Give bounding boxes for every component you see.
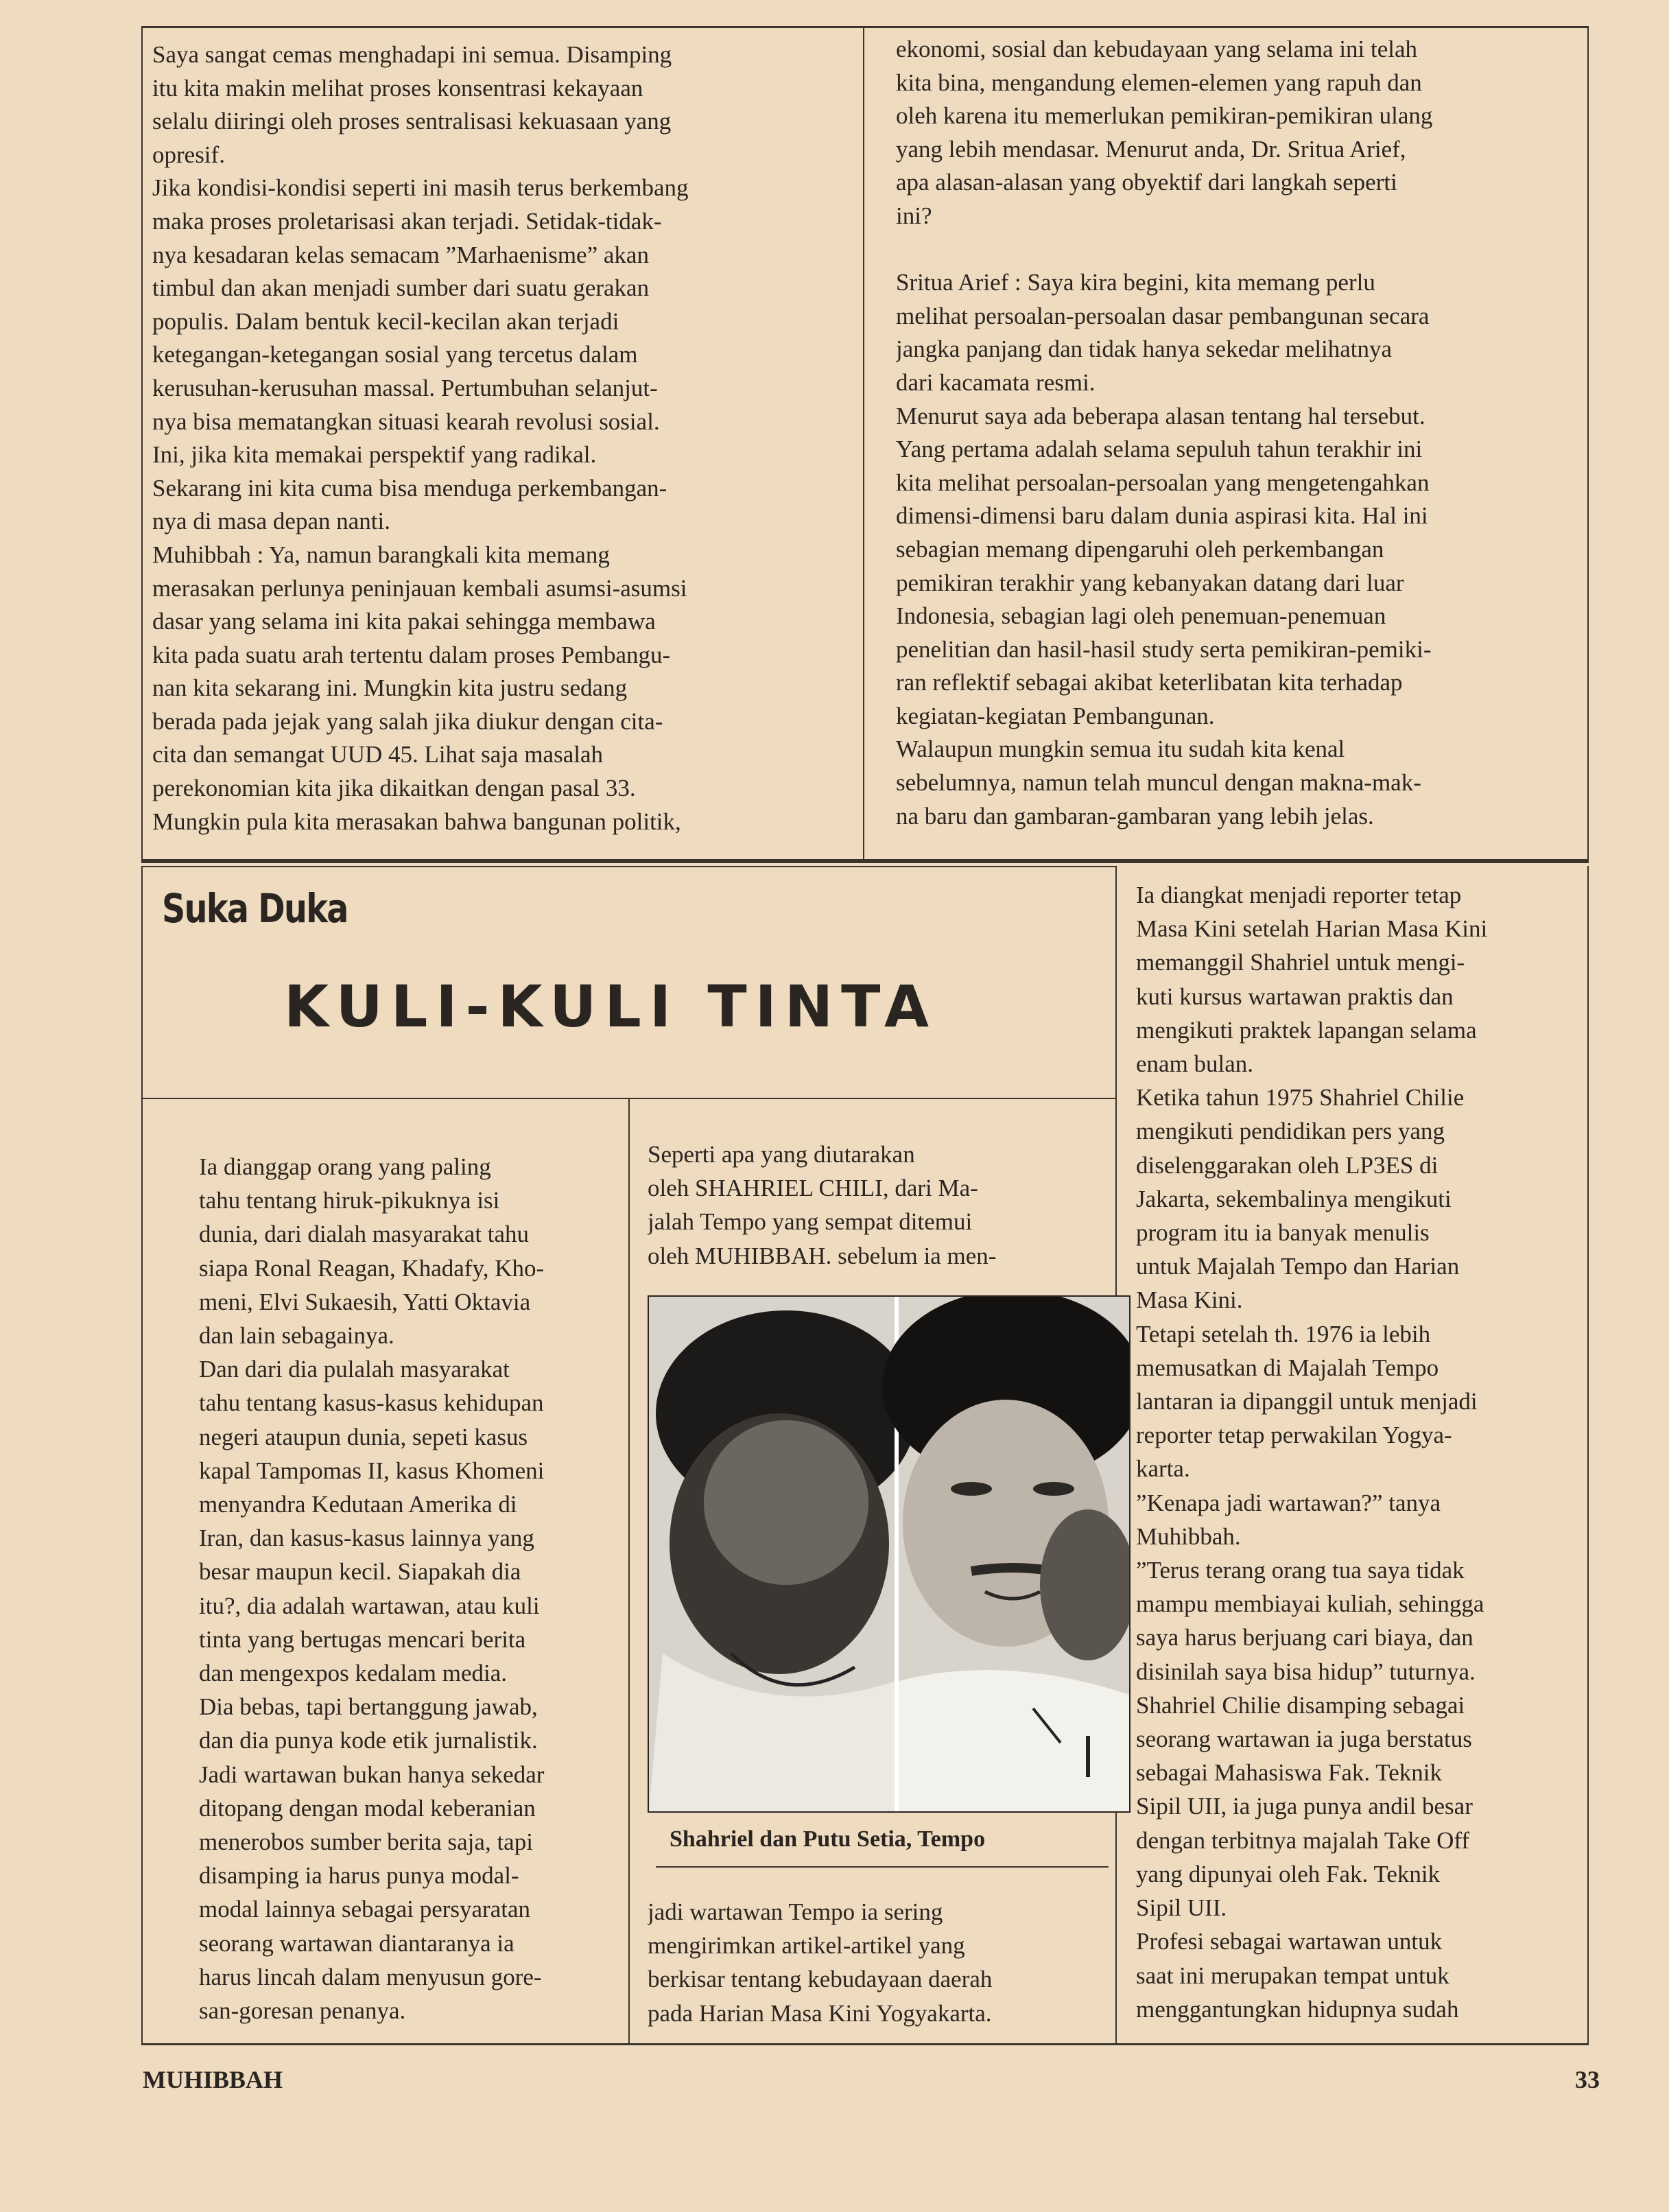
text-line: Sekarang ini kita cuma bisa menduga perkembangan- [152, 474, 667, 502]
text-line: merasakan perlunya peninjauan kembali asumsi-asumsi [152, 574, 687, 602]
text-line: Yang pertama adalah selama sepuluh tahun terakhir ini [896, 436, 1423, 463]
text-line: tahu tentang hiruk-pikuknya isi [199, 1187, 500, 1214]
text-line: karta. [1136, 1455, 1190, 1483]
text-line: jangka panjang dan tidak hanya sekedar melihatnya [896, 336, 1393, 363]
text-line: tahu tentang kasus-kasus kehidupan [199, 1389, 544, 1417]
feature-left-border [141, 866, 143, 2045]
text-line: disamping ia harus punya modal- [199, 1862, 519, 1890]
text-line: populis. Dalam bentuk kecil-kecilan akan terjadi [152, 307, 619, 335]
text-line: diselenggarakan oleh LP3ES di [1136, 1151, 1439, 1179]
interview-right-border [1587, 27, 1589, 859]
text-line: Sipil UII. [1136, 1894, 1227, 1922]
text-line: yang lebih mendasar. Menurut anda, Dr. Sritua Arief, [896, 135, 1406, 163]
text-line [896, 233, 1582, 267]
text-line: reporter tetap perwakilan Yogya- [1136, 1422, 1452, 1449]
text-line: kuti kursus wartawan praktis dan [1136, 983, 1454, 1010]
text-line: perekonomian kita jika dikaitkan dengan pasal 33. [152, 775, 636, 802]
feature-right-column [1136, 878, 1589, 2026]
text-line: siapa Ronal Reagan, Khadafy, Kho- [199, 1254, 545, 1282]
text-line: Dan dari dia pulalah masyarakat [199, 1356, 510, 1383]
text-line: Jika kondisi-kondisi seperti ini masih terus berkembang [152, 174, 689, 202]
text-line: nya di masa depan nanti. [152, 508, 390, 535]
text-line: Saya sangat cemas menghadapi ini semua. Disamping [152, 41, 672, 68]
text-line: ”Terus terang orang tua saya tidak [1136, 1557, 1465, 1584]
text-line: menggantungkan hidupnya sudah [1136, 1995, 1459, 2023]
text-line: Shahriel Chilie disamping sebagai [1136, 1691, 1465, 1719]
text-line: enam bulan. [1136, 1050, 1254, 1078]
text-line: mengikuti pendidikan pers yang [1136, 1118, 1445, 1145]
section-label: Suka Duka [162, 885, 348, 932]
text-line: tinta yang bertugas mencari berita [199, 1625, 526, 1653]
text-line: oleh SHAHRIEL CHILI, dari Ma- [648, 1175, 978, 1202]
interview-column-divider [863, 27, 864, 859]
text-line: itu kita makin melihat proses konsentrasi kekayaan [152, 74, 643, 102]
text-line: nan kita sekarang ini. Mungkin kita justru sedang [152, 674, 628, 702]
text-line: Sritua Arief : Saya kira begini, kita memang perlu [896, 269, 1375, 296]
text-line: dan dia punya kode etik jurnalistik. [199, 1727, 538, 1754]
text-line: dari kacamata resmi. [896, 368, 1096, 396]
text-line: ran reflektif sebagai akibat keterlibatan kita terhadap [896, 669, 1403, 696]
caption-rule [656, 1866, 1109, 1868]
text-line: kapal Tampomas II, kasus Khomeni [199, 1457, 545, 1484]
text-line: jalah Tempo yang sempat ditemui [648, 1208, 973, 1236]
text-line: dan lain sebagainya. [199, 1322, 394, 1350]
text-line: menerobos sumber berita saja, tapi [199, 1828, 533, 1856]
text-line: saat ini merupakan tempat untuk [1136, 1962, 1449, 1989]
text-line: Profesi sebagai wartawan untuk [1136, 1928, 1443, 1955]
text-line: mengikuti praktek lapangan selama [1136, 1016, 1477, 1044]
text-line: modal lainnya sebagai persyaratan [199, 1896, 530, 1923]
text-line: oleh MUHIBBAH. sebelum ia men- [648, 1242, 997, 1269]
text-line: Iran, dan kasus-kasus lainnya yang [199, 1525, 534, 1552]
text-line: seorang wartawan ia juga berstatus [1136, 1726, 1472, 1753]
text-line: kerusuhan-kerusuhan massal. Pertumbuhan selanjut- [152, 374, 658, 401]
feature-middle-intro [648, 1138, 1114, 1273]
feature-left-column [199, 1150, 617, 2027]
text-line: menyandra Kedutaan Amerika di [199, 1491, 517, 1518]
text-line: Muhibbah : Ya, namun barangkali kita memang [152, 541, 610, 568]
interview-bottom-rule [141, 859, 1589, 863]
text-line: mampu membiayai kuliah, sehingga [1136, 1590, 1484, 1618]
text-line: oleh karena itu memerlukan pemikiran-pemikiran ulang [896, 102, 1433, 130]
text-line: sebelumnya, namun telah muncul dengan makna-mak- [896, 769, 1421, 797]
feature-bottom-rule [141, 2043, 1589, 2045]
text-line: meni, Elvi Sukaesih, Yatti Oktavia [199, 1288, 531, 1315]
text-line: Ia diangkat menjadi reporter tetap [1136, 882, 1462, 908]
text-line: Walaupun mungkin semua itu sudah kita kenal [896, 736, 1345, 763]
text-line: pada Harian Masa Kini Yogyakarta. [648, 1999, 992, 2027]
text-line: nya kesadaran kelas semacam ”Marhaenisme” akan [152, 241, 649, 268]
text-line: nya bisa mematangkan situasi kearah revolusi sosial. [152, 408, 660, 435]
portrait-illustration [649, 1297, 1129, 1811]
text-line: maka proses proletarisasi akan terjadi. Setidak-tidak- [152, 207, 662, 235]
text-line: dimensi-dimensi baru dalam dunia aspirasi kita. Hal ini [896, 502, 1428, 530]
text-line: Muhibbah. [1136, 1522, 1241, 1550]
text-line: selalu diiringi oleh proses sentralisasi kekuasaan yang [152, 108, 672, 135]
text-line: seorang wartawan diantaranya ia [199, 1929, 514, 1957]
page-number: 33 [1575, 2066, 1600, 2093]
text-line: Jadi wartawan bukan hanya sekedar [199, 1761, 545, 1788]
news-photo [648, 1295, 1131, 1813]
text-line: mengirimkan artikel-artikel yang [648, 1932, 965, 1960]
feature-middle-divider [628, 1099, 630, 2045]
text-line: Masa Kini. [1136, 1286, 1243, 1314]
text-line: memanggil Shahriel untuk mengi- [1136, 949, 1465, 976]
text-line: besar maupun kecil. Siapakah dia [199, 1558, 521, 1586]
text-line: dan mengexpos kedalam media. [199, 1660, 508, 1687]
top-rule [141, 26, 1589, 28]
text-line: disinilah saya bisa hidup” tuturnya. [1136, 1658, 1476, 1685]
text-line: memusatkan di Majalah Tempo [1136, 1354, 1439, 1381]
text-line: timbul dan akan menjadi sumber dari suatu gerakan [152, 274, 650, 302]
text-line: Sipil UII, ia juga punya andil besar [1136, 1793, 1473, 1820]
text-line: ini? [896, 202, 932, 229]
text-line: ekonomi, sosial dan kebudayaan yang selama ini telah [896, 36, 1418, 62]
feature-middle-continuation [648, 1895, 1114, 2030]
text-line: kita melihat persoalan-persoalan yang mengetengahkan [896, 469, 1430, 496]
text-line: kita pada suatu arah tertentu dalam proses Pembangu- [152, 641, 671, 668]
text-line: Seperti apa yang diutarakan [648, 1141, 915, 1168]
interview-left-column [152, 38, 838, 838]
text-line: itu?, dia adalah wartawan, atau kuli [199, 1592, 540, 1619]
text-line: sebagian memang dipengaruhi oleh perkembangan [896, 535, 1384, 563]
text-line: cita dan semangat UUD 45. Lihat saja masalah [152, 741, 604, 768]
text-line: untuk Majalah Tempo dan Harian [1136, 1253, 1460, 1280]
text-line: kita bina, mengandung elemen-elemen yang rapuh dan [896, 69, 1422, 96]
text-line: penelitian dan hasil-hasil study serta pemikiran-pemiki- [896, 635, 1432, 663]
text-line: ”Kenapa jadi wartawan?” tanya [1136, 1489, 1441, 1516]
text-line: opresif. [152, 141, 225, 168]
text-line: sebagai Mahasiswa Fak. Teknik [1136, 1759, 1442, 1787]
text-line: negeri ataupun dunia, sepeti kasus [199, 1423, 528, 1450]
text-line: kegiatan-kegiatan Pembangunan. [896, 702, 1215, 729]
interview-left-border [141, 27, 143, 859]
text-line: apa alasan-alasan yang obyektif dari langkah seperti [896, 169, 1397, 196]
footer-publication: MUHIBBAH [143, 2066, 283, 2093]
text-line: Ia dianggap orang yang paling [199, 1153, 491, 1180]
text-line: Indonesia, sebagian lagi oleh penemuan-penemuan [896, 602, 1386, 630]
text-line: dasar yang selama ini kita pakai sehingga membawa [152, 608, 656, 635]
text-line: berkisar tentang kebudayaan daerah [648, 1966, 993, 1993]
photo-caption: Shahriel dan Putu Setia, Tempo [670, 1826, 986, 1852]
text-line: Masa Kini setelah Harian Masa Kini [1136, 915, 1488, 943]
text-line: dunia, dari dialah masyarakat tahu [199, 1221, 530, 1248]
headline: KULI-KULI TINTA [284, 973, 937, 1040]
text-line: pemikiran terakhir yang kebanyakan datang dari luar [896, 569, 1404, 596]
feature-header-rule [141, 866, 1115, 867]
text-line: Menurut saya ada beberapa alasan tentang hal tersebut. [896, 402, 1425, 430]
text-line: saya harus berjuang cari biaya, dan [1136, 1624, 1473, 1651]
text-line: ditopang dengan modal keberanian [199, 1794, 536, 1822]
text-line: Jakarta, sekembalinya mengikuti [1136, 1185, 1452, 1212]
text-line: lantaran ia dipanggil untuk menjadi [1136, 1388, 1478, 1415]
interview-right-column [896, 33, 1582, 833]
text-line: na baru dan gambaran-gambaran yang lebih jelas. [896, 802, 1374, 830]
text-line: yang dipunyai oleh Fak. Teknik [1136, 1860, 1441, 1887]
text-line: Dia bebas, tapi bertanggung jawab, [199, 1693, 538, 1721]
text-line: Tetapi setelah th. 1976 ia lebih [1136, 1320, 1431, 1348]
text-line: harus lincah dalam menyusun gore- [199, 1963, 542, 1990]
text-line: program itu ia banyak menulis [1136, 1219, 1430, 1247]
text-line: san-goresan penanya. [199, 1997, 406, 2025]
text-line: dengan terbitnya majalah Take Off [1136, 1826, 1470, 1854]
text-line: berada pada jejak yang salah jika diukur dengan cita- [152, 707, 663, 735]
text-line: Ketika tahun 1975 Shahriel Chilie [1136, 1084, 1465, 1111]
text-line: Ini, jika kita memakai perspektif yang radikal. [152, 441, 597, 469]
text-line: Mungkin pula kita merasakan bahwa bangunan politik, [152, 808, 681, 835]
text-line: melihat persoalan-persoalan dasar pembangunan secara [896, 302, 1430, 329]
text-line: jadi wartawan Tempo ia sering [648, 1898, 943, 1925]
text-line: ketegangan-ketegangan sosial yang tercetus dalam [152, 341, 638, 368]
